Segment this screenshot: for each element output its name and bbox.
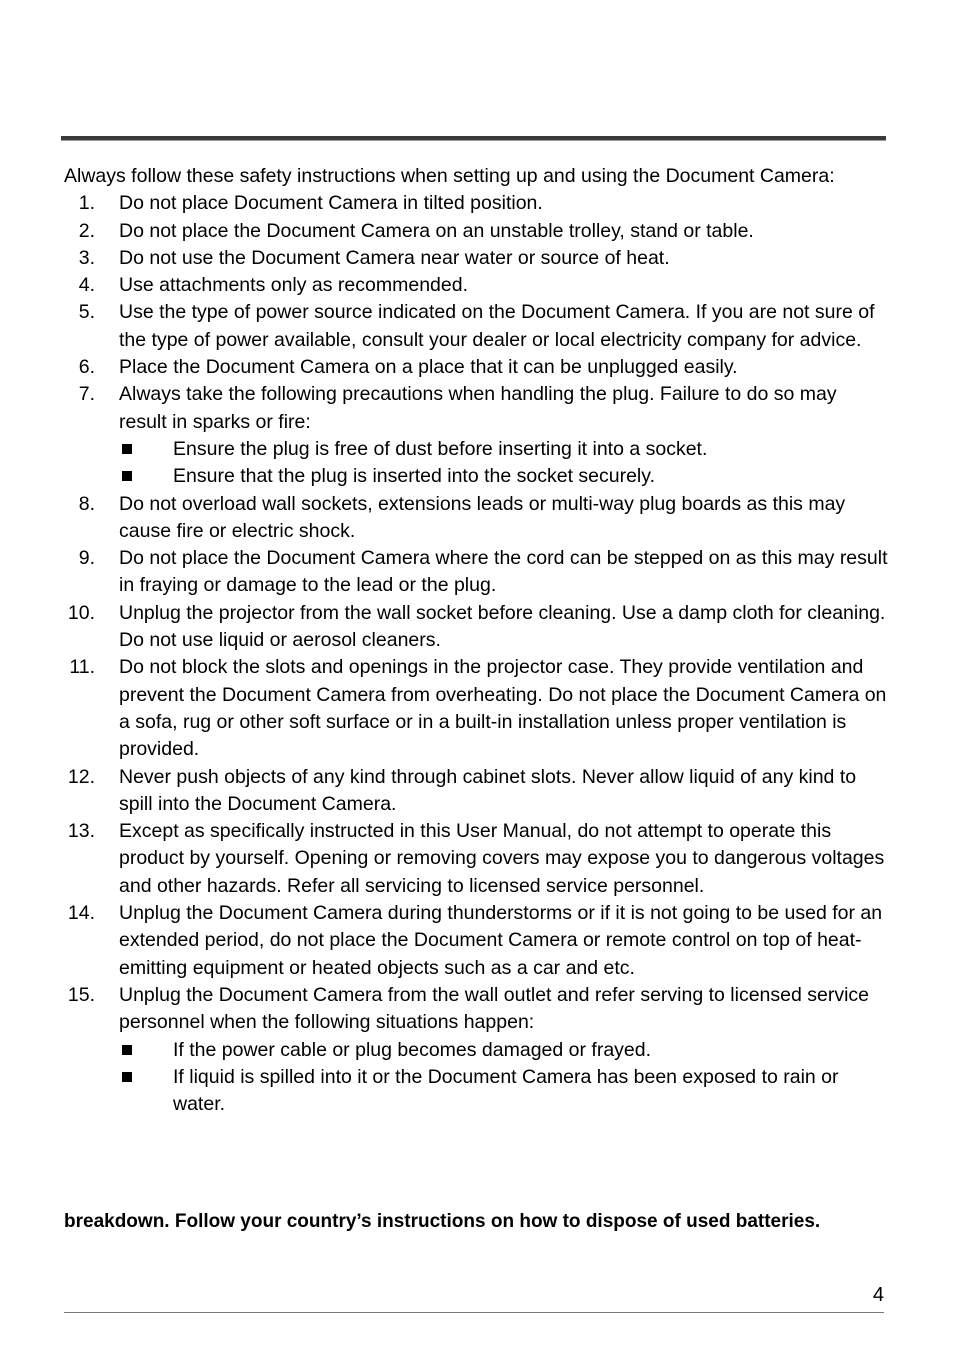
item-number: 10. <box>67 601 95 624</box>
instruction-item <box>64 381 888 490</box>
battery-disposal-note: breakdown. Follow your country’s instructions on how to dispose of used batteries. <box>64 1211 821 1232</box>
item-number: 8. <box>78 492 95 515</box>
safety-instructions <box>64 163 888 1118</box>
item-text: Do not place the Document Camera on an unstable trolley, stand or table. <box>119 219 754 242</box>
instruction-list <box>64 190 888 1118</box>
instruction-item <box>64 190 888 217</box>
sub-item <box>119 1037 888 1064</box>
item-text: Do not place the Document Camera where the cord can be stepped on as this may result in fraying or damage to the lead or the plug. <box>119 547 888 597</box>
sub-item-text: If the power cable or plug becomes damaged or frayed. <box>173 1038 652 1061</box>
sub-item <box>119 1064 888 1119</box>
item-text: Except as specifically instructed in this User Manual, do not attempt to operate this product by yourself. Opening or removing covers may expose you to dangerous voltages and other hazards. Refer all servicing to licensed service personnel. <box>119 820 885 897</box>
item-number: 5. <box>78 301 95 324</box>
sub-item <box>119 463 888 490</box>
item-number: 14. <box>67 902 95 925</box>
item-text: Use the type of power source indicated on the Document Camera. If you are not sure of the type of power available, consult your dealer or local electricity company for advice. <box>119 301 875 351</box>
instruction-item <box>64 600 888 655</box>
item-text: Do not use the Document Camera near water or source of heat. <box>119 246 670 269</box>
item-number: 7. <box>78 383 95 406</box>
item-text: Do not place Document Camera in tilted position. <box>119 192 543 215</box>
intro-text: Always follow these safety instructions when setting up and using the Document Camera: <box>64 165 835 187</box>
item-text: Use attachments only as recommended. <box>119 274 469 297</box>
item-text: Do not overload wall sockets, extensions leads or multi-way plug boards as this may cause fire or electric shock. <box>119 492 846 542</box>
instruction-item <box>64 900 888 982</box>
instruction-item <box>64 491 888 546</box>
item-number: 6. <box>78 356 95 379</box>
instruction-item <box>64 218 888 245</box>
item-text: Unplug the Document Camera during thunderstorms or if it is not going to be used for an extended period, do not place the Document Camera or remote control on top of heat-emitting equipment or heated objects such as a car and etc. <box>119 902 883 979</box>
item-text: Place the Document Camera on a place that it can be unplugged easily. <box>119 356 738 379</box>
sub-list <box>119 436 888 491</box>
item-text: Do not block the slots and openings in the projector case. They provide ventilation and prevent the Document Camera from overheating. Do not place the Document Camera on a sofa, rug or other soft surface or in a built-in installation unless proper ventilation is provided. <box>119 656 887 761</box>
sub-item-text: Ensure that the plug is inserted into the socket securely. <box>173 465 655 488</box>
sub-item-text: If liquid is spilled into it or the Document Camera has been exposed to rain or water. <box>173 1065 839 1116</box>
instruction-item <box>64 299 888 354</box>
sub-list <box>119 1037 888 1119</box>
item-number: 2. <box>78 219 95 242</box>
item-number: 11. <box>69 656 95 679</box>
instruction-item <box>64 982 888 1118</box>
sub-item <box>119 436 888 463</box>
instruction-item <box>64 245 888 272</box>
item-text: Unplug the projector from the wall socket before cleaning. Use a damp cloth for cleaning. Do not use liquid or aerosol cleaners. <box>119 601 886 652</box>
item-number: 15. <box>67 983 95 1006</box>
top-divider <box>61 136 886 141</box>
square-bullet-icon <box>122 471 132 481</box>
item-text: Unplug the Document Camera from the wall outlet and refer serving to licensed service personnel when the following situations happen: <box>119 983 870 1034</box>
instruction-item <box>64 764 888 819</box>
square-bullet-icon <box>122 1072 132 1082</box>
instruction-item <box>64 654 888 763</box>
item-text: Always take the following precautions when handling the plug. Failure to do so may result in sparks or fire: <box>119 383 837 433</box>
instruction-item <box>64 818 888 900</box>
item-number: 1. <box>78 192 95 215</box>
item-number: 12. <box>67 765 95 788</box>
sub-item-text: Ensure the plug is free of dust before inserting it into a socket. <box>173 437 708 460</box>
instruction-item <box>64 545 888 600</box>
item-text: Never push objects of any kind through cabinet slots. Never allow liquid of any kind to spill into the Document Camera. <box>119 765 857 815</box>
bottom-divider <box>64 1312 884 1313</box>
item-number: 9. <box>78 547 95 570</box>
instruction-item <box>64 354 888 381</box>
square-bullet-icon <box>122 1045 132 1055</box>
page-number: 4 <box>872 1284 884 1306</box>
item-number: 4. <box>78 274 95 297</box>
item-number: 3. <box>78 246 95 269</box>
instruction-item <box>64 272 888 299</box>
square-bullet-icon <box>122 444 132 454</box>
item-number: 13. <box>67 820 95 843</box>
